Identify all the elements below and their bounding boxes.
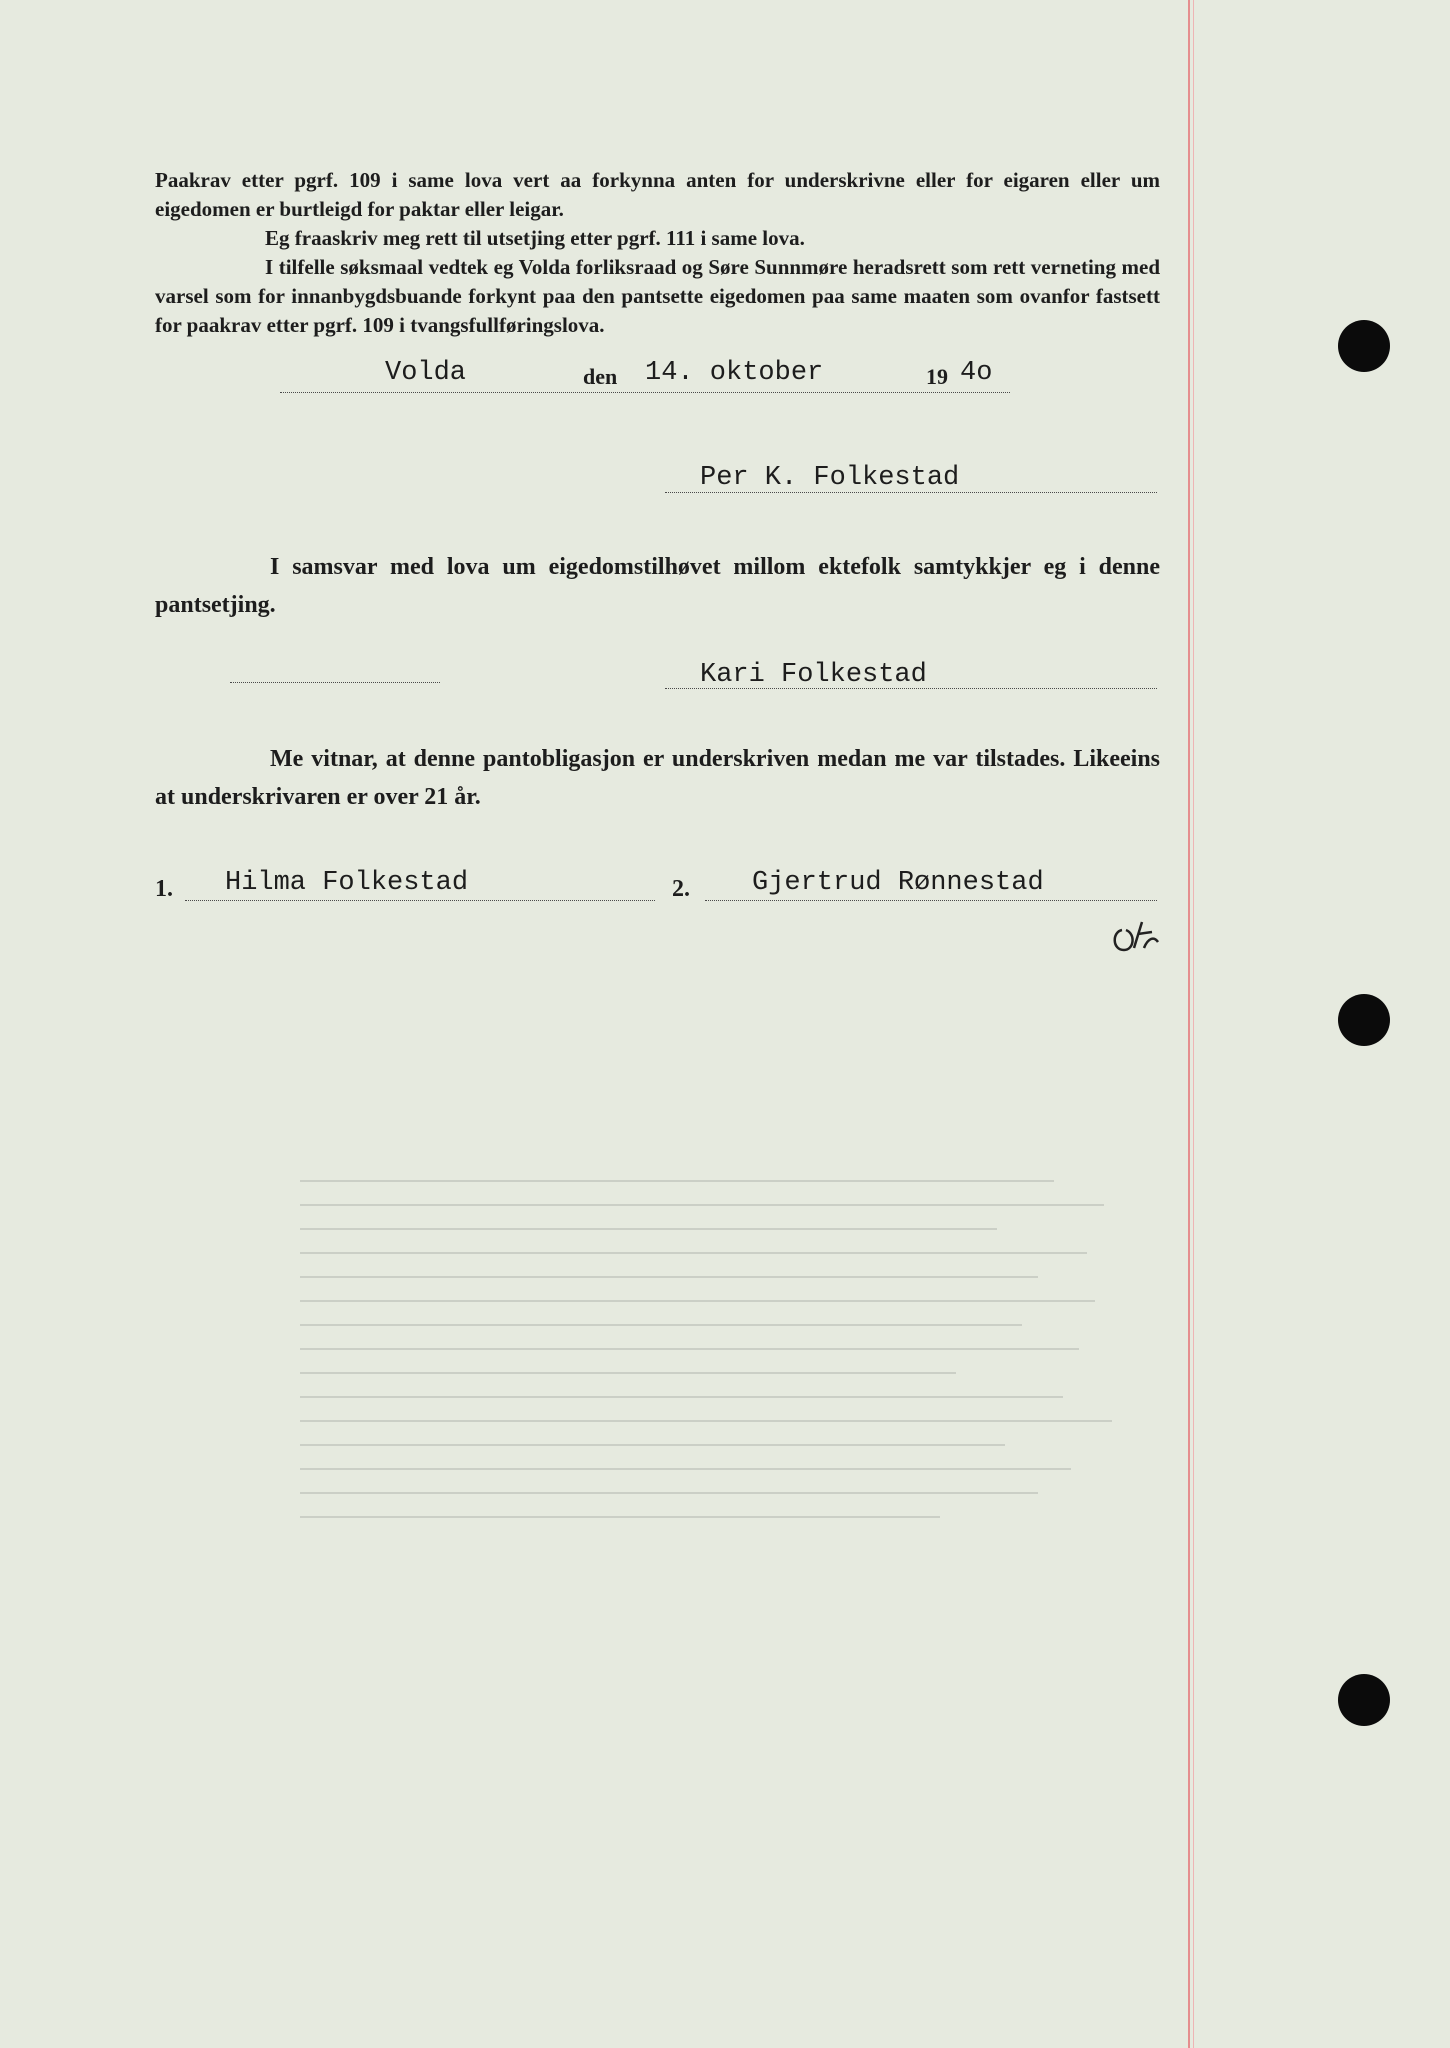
date-value: 14. oktober xyxy=(645,358,824,388)
consent-text: I samsvar med lova um eigedomstilhøvet millom ektefolk samtykkjer eg i denne pantsetjing. xyxy=(155,554,1160,618)
year-prefix: 19 xyxy=(926,364,948,389)
witness-1-name: Hilma Folkestad xyxy=(225,868,469,898)
den-label: den xyxy=(583,364,618,389)
consent-left-dotted-line xyxy=(230,682,440,683)
clause-paakrav: Paakrav etter pgrf. 109 i same lova vert aa forkynna anten for underskrivne eller for eigaren eller um eigedomen er burtleigd for paktar eller leigar. xyxy=(155,168,1160,221)
margin-rule xyxy=(1188,0,1190,2048)
witness-2-number: 2. xyxy=(672,876,690,902)
consent-dotted-line xyxy=(665,688,1157,689)
consent-signer: Kari Folkestad xyxy=(700,660,927,690)
punch-hole-top xyxy=(1338,320,1390,372)
witness-2-name: Gjertrud Rønnestad xyxy=(752,868,1044,898)
witness-text: Me vitnar, at denne pantobligasjon er underskriven medan me var tilstades. Likeeins at underskrivaren er over 21 år. xyxy=(155,746,1160,810)
signer-dotted-line xyxy=(665,492,1157,493)
punch-hole-middle xyxy=(1338,994,1390,1046)
punch-hole-bottom xyxy=(1338,1674,1390,1726)
date-dotted-line xyxy=(280,392,1010,393)
signer-name: Per K. Folkestad xyxy=(700,463,960,493)
witness-2-dotted-line xyxy=(705,900,1157,901)
witness-1-number: 1. xyxy=(155,876,173,902)
place-value: Volda xyxy=(385,358,467,388)
year-suffix: 4o xyxy=(960,358,993,388)
bleed-through-texture xyxy=(300,1180,1120,1540)
clause-verneting: I tilfelle søksmaal vedtek eg Volda forliksraad og Søre Sunnmøre heradsrett som rett verneting med varsel som for innanbygdsbuande forkynt paa den pantsette eigedomen paa same maaten som ovanfor fastsett for paakrav etter pgrf. 109 i tvangsfullføringslova. xyxy=(155,255,1160,337)
witness-1-dotted-line xyxy=(185,900,655,901)
clause-utsetjing: Eg fraaskriv meg rett til utsetjing etter pgrf. 111 i same lova. xyxy=(265,226,805,250)
handwritten-initials-mark xyxy=(1108,912,1168,962)
margin-rule-secondary xyxy=(1193,0,1194,2048)
